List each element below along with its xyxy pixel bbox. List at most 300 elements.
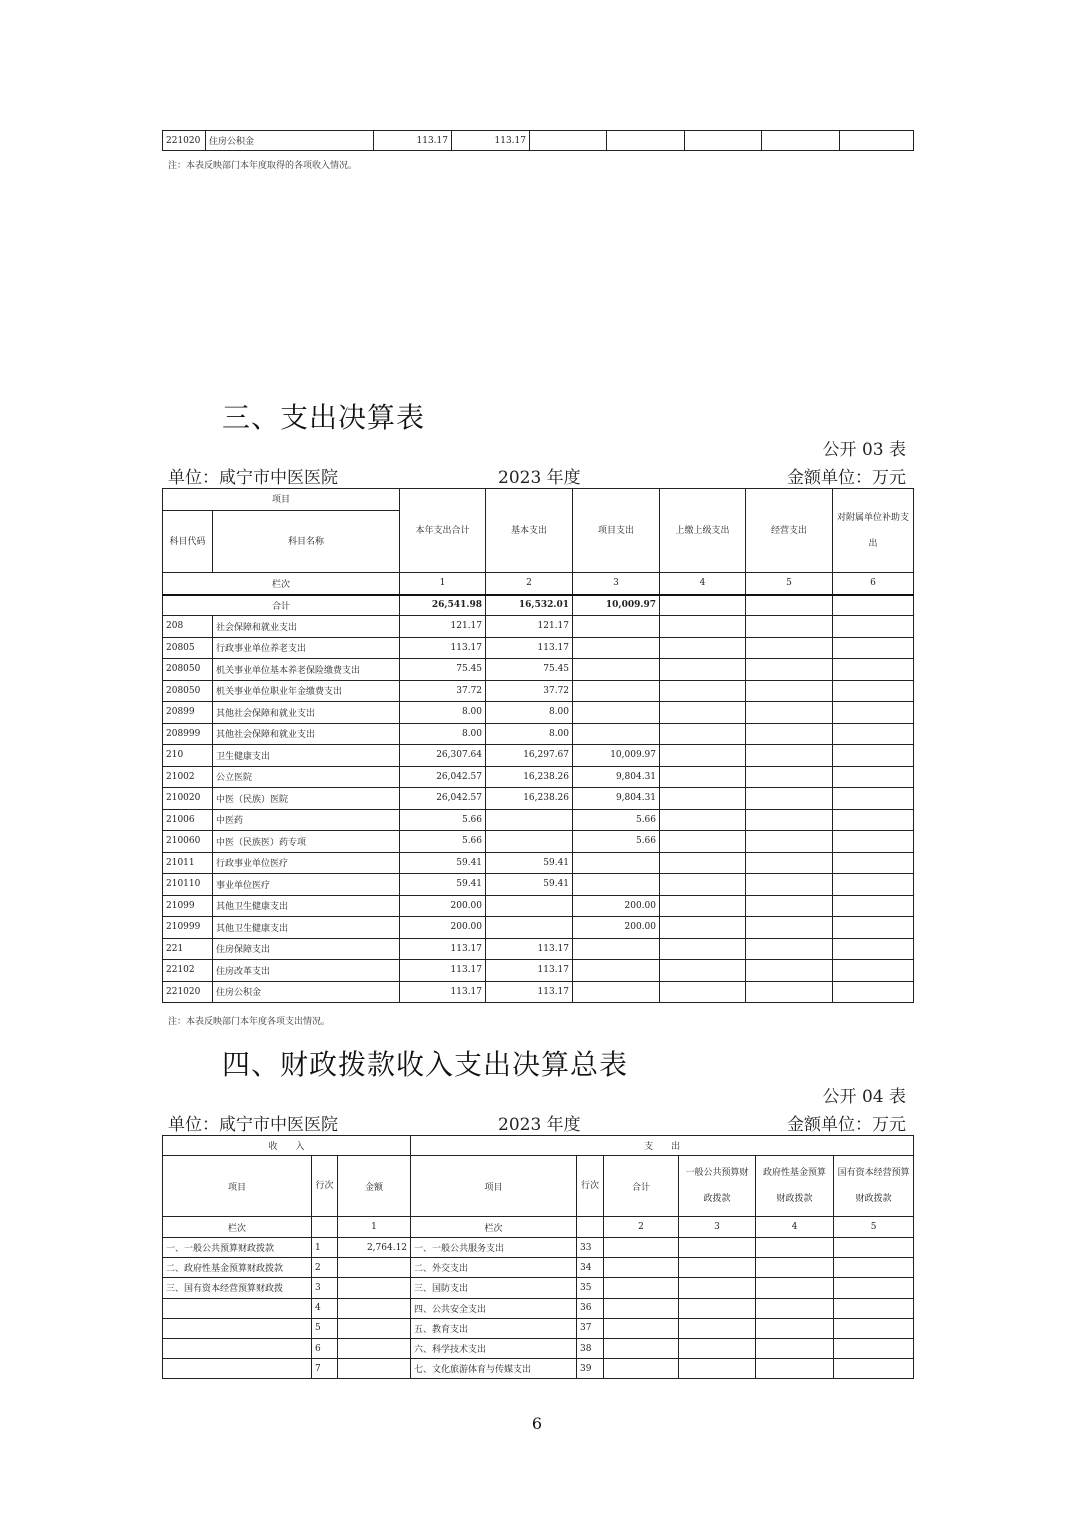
form-number: 公开 03 表 bbox=[822, 440, 906, 460]
empty-cell bbox=[746, 895, 833, 917]
column-index: 3 bbox=[573, 573, 660, 595]
expense-item: 七、文化旅游体育与传媒支出 bbox=[411, 1359, 577, 1379]
table-row bbox=[163, 874, 914, 896]
empty-cell bbox=[577, 1217, 604, 1238]
empty-cell bbox=[746, 637, 833, 659]
header-item: 项目 bbox=[163, 1156, 312, 1217]
previous-table-fragment bbox=[162, 130, 914, 151]
subject-name: 行政事业单位养老支出 bbox=[213, 637, 400, 659]
subject-name: 住房公积金 bbox=[206, 131, 374, 151]
empty-cell bbox=[756, 1278, 834, 1298]
empty-cell bbox=[679, 1258, 756, 1278]
expense-item: 二、外交支出 bbox=[411, 1258, 577, 1278]
sum-row bbox=[163, 595, 914, 616]
empty-cell bbox=[746, 595, 833, 616]
empty-cell bbox=[679, 1278, 756, 1298]
header-project: 项目 bbox=[163, 489, 400, 511]
amount-total: 113.17 bbox=[400, 938, 486, 960]
amount-project bbox=[573, 659, 660, 681]
empty-cell bbox=[746, 745, 833, 767]
expense-item: 六、科学技术支出 bbox=[411, 1338, 577, 1358]
header-upper: 上缴上级支出 bbox=[660, 489, 746, 573]
expense-item: 三、国防支出 bbox=[411, 1278, 577, 1298]
empty-cell bbox=[679, 1238, 756, 1258]
table-note: 注：本表反映部门本年度取得的各项收入情况。 bbox=[168, 161, 358, 171]
table-row bbox=[163, 917, 914, 939]
column-index: 1 bbox=[338, 1217, 411, 1238]
sum-total: 26,541.98 bbox=[400, 595, 486, 616]
empty-cell bbox=[746, 616, 833, 638]
amount-project: 200.00 bbox=[573, 917, 660, 939]
empty-cell bbox=[660, 938, 746, 960]
subject-code: 221020 bbox=[163, 131, 206, 151]
table-row bbox=[163, 637, 914, 659]
empty-cell bbox=[833, 852, 914, 874]
column-index: 1 bbox=[400, 573, 486, 595]
empty-cell bbox=[746, 702, 833, 724]
empty-cell bbox=[660, 659, 746, 681]
amount-project bbox=[573, 938, 660, 960]
amount-basic: 121.17 bbox=[486, 616, 573, 638]
amount-total: 113.17 bbox=[400, 637, 486, 659]
expense-line: 35 bbox=[577, 1278, 604, 1298]
unit-label: 单位：咸宁市中医医院 bbox=[168, 468, 338, 488]
subject-name: 公立医院 bbox=[213, 766, 400, 788]
header-subsidy: 对附属单位补助支出 bbox=[833, 489, 914, 573]
subject-code: 21006 bbox=[163, 809, 213, 831]
empty-cell bbox=[833, 874, 914, 896]
income-item bbox=[163, 1298, 312, 1318]
empty-cell bbox=[604, 1338, 679, 1358]
expense-item: 五、教育支出 bbox=[411, 1318, 577, 1338]
table-row bbox=[163, 895, 914, 917]
header-total: 本年支出合计 bbox=[400, 489, 486, 573]
subject-code: 208 bbox=[163, 616, 213, 638]
table-row bbox=[163, 659, 914, 681]
subject-name: 机关事业单位基本养老保险缴费支出 bbox=[213, 659, 400, 681]
empty-cell bbox=[756, 1298, 834, 1318]
subject-code: 21011 bbox=[163, 852, 213, 874]
amount-basic bbox=[486, 917, 573, 939]
empty-cell bbox=[746, 831, 833, 853]
column-index: 4 bbox=[660, 573, 746, 595]
section-title: 三、支出决算表 bbox=[222, 401, 426, 434]
empty-cell bbox=[660, 960, 746, 982]
table-row bbox=[163, 1298, 914, 1318]
amount-total: 5.66 bbox=[400, 831, 486, 853]
table-row bbox=[163, 981, 914, 1003]
header-total: 合计 bbox=[604, 1156, 679, 1217]
empty-cell bbox=[604, 1238, 679, 1258]
amount-project: 5.66 bbox=[573, 809, 660, 831]
income-line: 7 bbox=[312, 1359, 338, 1379]
empty-cell bbox=[746, 766, 833, 788]
expense-item: 四、公共安全支出 bbox=[411, 1298, 577, 1318]
amount-project bbox=[573, 960, 660, 982]
amount-project bbox=[573, 852, 660, 874]
column-index: 2 bbox=[486, 573, 573, 595]
empty-cell bbox=[660, 637, 746, 659]
subject-code: 208050 bbox=[163, 680, 213, 702]
income-item: 二、政府性基金预算财政拨款 bbox=[163, 1258, 312, 1278]
amount-project bbox=[573, 680, 660, 702]
empty-cell bbox=[833, 680, 914, 702]
empty-cell bbox=[746, 788, 833, 810]
header-item: 项目 bbox=[411, 1156, 577, 1217]
amount-project: 200.00 bbox=[573, 895, 660, 917]
empty-cell bbox=[604, 1278, 679, 1298]
empty-cell bbox=[756, 1318, 834, 1338]
amount-basic: 113.17 bbox=[486, 981, 573, 1003]
empty-cell bbox=[833, 938, 914, 960]
header-line: 行次 bbox=[312, 1156, 338, 1217]
amount-basic: 37.72 bbox=[486, 680, 573, 702]
empty-cell bbox=[746, 659, 833, 681]
table-row bbox=[163, 938, 914, 960]
empty-cell bbox=[762, 131, 840, 151]
empty-cell bbox=[679, 1318, 756, 1338]
income-item bbox=[163, 1359, 312, 1379]
expense-line: 37 bbox=[577, 1318, 604, 1338]
subject-name: 机关事业单位职业年金缴费支出 bbox=[213, 680, 400, 702]
amount-project: 9,804.31 bbox=[573, 788, 660, 810]
income-line: 5 bbox=[312, 1318, 338, 1338]
table-row bbox=[163, 960, 914, 982]
subject-code: 208050 bbox=[163, 659, 213, 681]
sum-label: 合计 bbox=[163, 595, 400, 616]
amount-project: 10,009.97 bbox=[573, 745, 660, 767]
amount-basic: 113.17 bbox=[486, 938, 573, 960]
subject-name: 事业单位医疗 bbox=[213, 874, 400, 896]
amount-total: 200.00 bbox=[400, 895, 486, 917]
subject-code: 210 bbox=[163, 745, 213, 767]
income-item: 一、一般公共预算财政拨款 bbox=[163, 1238, 312, 1258]
amount-basic: 16,238.26 bbox=[486, 788, 573, 810]
empty-cell bbox=[660, 723, 746, 745]
subject-code: 22102 bbox=[163, 960, 213, 982]
header-code: 科目代码 bbox=[163, 511, 213, 573]
amount-project bbox=[573, 616, 660, 638]
income-amount bbox=[338, 1338, 411, 1358]
empty-cell bbox=[607, 131, 685, 151]
expenditure-table bbox=[162, 488, 914, 1003]
column-index-row bbox=[163, 1217, 914, 1238]
empty-cell bbox=[660, 874, 746, 896]
subject-name: 卫生健康支出 bbox=[213, 745, 400, 767]
empty-cell bbox=[660, 745, 746, 767]
amount-total: 113.17 bbox=[400, 960, 486, 982]
amount-basic: 8.00 bbox=[486, 723, 573, 745]
income-amount bbox=[338, 1359, 411, 1379]
empty-cell bbox=[604, 1298, 679, 1318]
amount-total: 26,307.64 bbox=[400, 745, 486, 767]
empty-cell bbox=[746, 680, 833, 702]
form-number: 公开 04 表 bbox=[822, 1087, 906, 1107]
table-row bbox=[163, 1278, 914, 1298]
header-row bbox=[163, 1136, 914, 1156]
amount-basic bbox=[486, 809, 573, 831]
empty-cell bbox=[679, 1359, 756, 1379]
empty-cell bbox=[604, 1258, 679, 1278]
header-expense: 支 出 bbox=[411, 1136, 914, 1156]
empty-cell bbox=[833, 616, 914, 638]
empty-cell bbox=[833, 788, 914, 810]
table-row bbox=[163, 1318, 914, 1338]
empty-cell bbox=[660, 766, 746, 788]
subject-name: 其他社会保障和就业支出 bbox=[213, 723, 400, 745]
table-row bbox=[163, 831, 914, 853]
subject-code: 221020 bbox=[163, 981, 213, 1003]
amount-basic: 8.00 bbox=[486, 702, 573, 724]
column-index: 4 bbox=[756, 1217, 834, 1238]
empty-cell bbox=[660, 788, 746, 810]
empty-cell bbox=[660, 680, 746, 702]
header-general: 一般公共预算财政拨款 bbox=[679, 1156, 756, 1217]
table-row bbox=[163, 1338, 914, 1358]
header-row bbox=[163, 1156, 914, 1217]
subject-name: 行政事业单位医疗 bbox=[213, 852, 400, 874]
column-index: 5 bbox=[746, 573, 833, 595]
year-label: 2023 年度 bbox=[498, 1115, 581, 1135]
sum-project: 10,009.97 bbox=[573, 595, 660, 616]
amount-total: 75.45 bbox=[400, 659, 486, 681]
amount-basic: 75.45 bbox=[486, 659, 573, 681]
table-row bbox=[163, 723, 914, 745]
table-row bbox=[163, 680, 914, 702]
empty-cell bbox=[756, 1258, 834, 1278]
empty-cell bbox=[834, 1318, 914, 1338]
table-row bbox=[163, 809, 914, 831]
amount-project bbox=[573, 874, 660, 896]
empty-cell bbox=[660, 917, 746, 939]
amount-basic bbox=[486, 895, 573, 917]
subject-code: 210020 bbox=[163, 788, 213, 810]
subject-name: 其他社会保障和就业支出 bbox=[213, 702, 400, 724]
table-row bbox=[163, 1359, 914, 1379]
empty-cell bbox=[833, 745, 914, 767]
empty-cell bbox=[833, 595, 914, 616]
amount-total: 59.41 bbox=[400, 874, 486, 896]
subject-code: 208999 bbox=[163, 723, 213, 745]
expense-item: 一、一般公共服务支出 bbox=[411, 1238, 577, 1258]
subject-name: 中医（民族医）药专项 bbox=[213, 831, 400, 853]
amount-total: 59.41 bbox=[400, 852, 486, 874]
subject-code: 20899 bbox=[163, 702, 213, 724]
amount-basic: 59.41 bbox=[486, 852, 573, 874]
amount-project: 9,804.31 bbox=[573, 766, 660, 788]
expense-line: 33 bbox=[577, 1238, 604, 1258]
empty-cell bbox=[746, 981, 833, 1003]
subject-name: 住房保障支出 bbox=[213, 938, 400, 960]
table-row bbox=[163, 766, 914, 788]
subject-code: 221 bbox=[163, 938, 213, 960]
empty-cell bbox=[834, 1298, 914, 1318]
expenditure-rows bbox=[163, 616, 914, 1003]
expense-line: 38 bbox=[577, 1338, 604, 1358]
column-index: 2 bbox=[604, 1217, 679, 1238]
amount-total: 113.17 bbox=[400, 981, 486, 1003]
empty-cell bbox=[756, 1238, 834, 1258]
amount-basic: 59.41 bbox=[486, 874, 573, 896]
expense-line: 36 bbox=[577, 1298, 604, 1318]
empty-cell bbox=[833, 895, 914, 917]
header-basic: 基本支出 bbox=[486, 489, 573, 573]
table-row bbox=[163, 1238, 914, 1258]
year-label: 2023 年度 bbox=[498, 468, 581, 488]
empty-cell bbox=[660, 616, 746, 638]
header-name: 科目名称 bbox=[213, 511, 400, 573]
empty-cell bbox=[660, 702, 746, 724]
empty-cell bbox=[746, 960, 833, 982]
empty-cell bbox=[685, 131, 762, 151]
empty-cell bbox=[604, 1359, 679, 1379]
appropriation-rows bbox=[163, 1238, 914, 1379]
sum-basic: 16,532.01 bbox=[486, 595, 573, 616]
amount-total: 26,042.57 bbox=[400, 788, 486, 810]
income-line: 6 bbox=[312, 1338, 338, 1358]
amount-total: 200.00 bbox=[400, 917, 486, 939]
income-line: 2 bbox=[312, 1258, 338, 1278]
empty-cell bbox=[746, 874, 833, 896]
header-state: 国有资本经营预算财政拨款 bbox=[834, 1156, 914, 1217]
empty-cell bbox=[833, 960, 914, 982]
empty-cell bbox=[833, 981, 914, 1003]
income-amount bbox=[338, 1278, 411, 1298]
amount-cell: 113.17 bbox=[374, 131, 452, 151]
empty-cell bbox=[679, 1338, 756, 1358]
income-line: 3 bbox=[312, 1278, 338, 1298]
table-row bbox=[163, 788, 914, 810]
column-index: 3 bbox=[679, 1217, 756, 1238]
table-row bbox=[163, 1258, 914, 1278]
empty-cell bbox=[530, 131, 607, 151]
empty-cell bbox=[660, 852, 746, 874]
amount-total: 8.00 bbox=[400, 723, 486, 745]
header-amount: 金额 bbox=[338, 1156, 411, 1217]
currency-label: 金额单位：万元 bbox=[787, 468, 906, 488]
amount-basic bbox=[486, 831, 573, 853]
amount-project bbox=[573, 981, 660, 1003]
amount-basic: 113.17 bbox=[486, 960, 573, 982]
column-index-label: 栏次 bbox=[163, 573, 400, 595]
currency-label: 金额单位：万元 bbox=[787, 1115, 906, 1135]
empty-cell bbox=[312, 1217, 338, 1238]
unit-label: 单位：咸宁市中医医院 bbox=[168, 1115, 338, 1135]
amount-project bbox=[573, 702, 660, 724]
subject-code: 210999 bbox=[163, 917, 213, 939]
table-row bbox=[163, 745, 914, 767]
empty-cell bbox=[833, 917, 914, 939]
empty-cell bbox=[660, 809, 746, 831]
table-row bbox=[163, 616, 914, 638]
income-amount bbox=[338, 1298, 411, 1318]
column-index: 5 bbox=[834, 1217, 914, 1238]
empty-cell bbox=[833, 723, 914, 745]
subject-name: 其他卫生健康支出 bbox=[213, 895, 400, 917]
income-line: 1 bbox=[312, 1238, 338, 1258]
amount-project bbox=[573, 637, 660, 659]
empty-cell bbox=[756, 1359, 834, 1379]
amount-project bbox=[573, 723, 660, 745]
empty-cell bbox=[660, 831, 746, 853]
income-item: 三、国有资本经营预算财政拨 bbox=[163, 1278, 312, 1298]
empty-cell bbox=[746, 938, 833, 960]
amount-total: 26,042.57 bbox=[400, 766, 486, 788]
subject-name: 住房改革支出 bbox=[213, 960, 400, 982]
empty-cell bbox=[834, 1278, 914, 1298]
empty-cell bbox=[834, 1359, 914, 1379]
column-index-label: 栏次 bbox=[411, 1217, 577, 1238]
income-amount bbox=[338, 1318, 411, 1338]
header-project-expense: 项目支出 bbox=[573, 489, 660, 573]
empty-cell bbox=[840, 131, 914, 151]
empty-cell bbox=[746, 809, 833, 831]
page-number: 6 bbox=[531, 1414, 543, 1433]
amount-cell: 113.17 bbox=[452, 131, 530, 151]
table-row bbox=[163, 702, 914, 724]
empty-cell bbox=[833, 702, 914, 724]
expense-line: 34 bbox=[577, 1258, 604, 1278]
amount-basic: 16,297.67 bbox=[486, 745, 573, 767]
column-index: 6 bbox=[833, 573, 914, 595]
header-business: 经营支出 bbox=[746, 489, 833, 573]
amount-total: 5.66 bbox=[400, 809, 486, 831]
column-index-row bbox=[163, 573, 914, 595]
empty-cell bbox=[833, 809, 914, 831]
empty-cell bbox=[834, 1338, 914, 1358]
subject-code: 210110 bbox=[163, 874, 213, 896]
empty-cell bbox=[660, 595, 746, 616]
empty-cell bbox=[834, 1258, 914, 1278]
subject-code: 20805 bbox=[163, 637, 213, 659]
empty-cell bbox=[746, 723, 833, 745]
income-item bbox=[163, 1318, 312, 1338]
subject-name: 中医药 bbox=[213, 809, 400, 831]
section-title: 四、财政拨款收入支出决算总表 bbox=[222, 1048, 629, 1081]
subject-code: 210060 bbox=[163, 831, 213, 853]
income-line: 4 bbox=[312, 1298, 338, 1318]
table-note: 注：本表反映部门本年度各项支出情况。 bbox=[168, 1017, 331, 1027]
empty-cell bbox=[746, 917, 833, 939]
empty-cell bbox=[660, 895, 746, 917]
empty-cell bbox=[660, 981, 746, 1003]
empty-cell bbox=[604, 1318, 679, 1338]
header-row bbox=[163, 489, 914, 511]
column-index-label: 栏次 bbox=[163, 1217, 312, 1238]
subject-code: 21099 bbox=[163, 895, 213, 917]
appropriation-table bbox=[162, 1135, 914, 1379]
subject-name: 其他卫生健康支出 bbox=[213, 917, 400, 939]
expense-line: 39 bbox=[577, 1359, 604, 1379]
empty-cell bbox=[833, 766, 914, 788]
empty-cell bbox=[679, 1298, 756, 1318]
header-income: 收 入 bbox=[163, 1136, 411, 1156]
subject-name: 住房公积金 bbox=[213, 981, 400, 1003]
empty-cell bbox=[833, 831, 914, 853]
amount-total: 37.72 bbox=[400, 680, 486, 702]
subject-name: 社会保障和就业支出 bbox=[213, 616, 400, 638]
income-amount bbox=[338, 1258, 411, 1278]
amount-total: 121.17 bbox=[400, 616, 486, 638]
amount-basic: 113.17 bbox=[486, 637, 573, 659]
table-row bbox=[163, 852, 914, 874]
income-amount: 2,764.12 bbox=[338, 1238, 411, 1258]
empty-cell bbox=[756, 1338, 834, 1358]
amount-total: 8.00 bbox=[400, 702, 486, 724]
amount-project: 5.66 bbox=[573, 831, 660, 853]
header-fund: 政府性基金预算财政拨款 bbox=[756, 1156, 834, 1217]
header-line: 行次 bbox=[577, 1156, 604, 1217]
